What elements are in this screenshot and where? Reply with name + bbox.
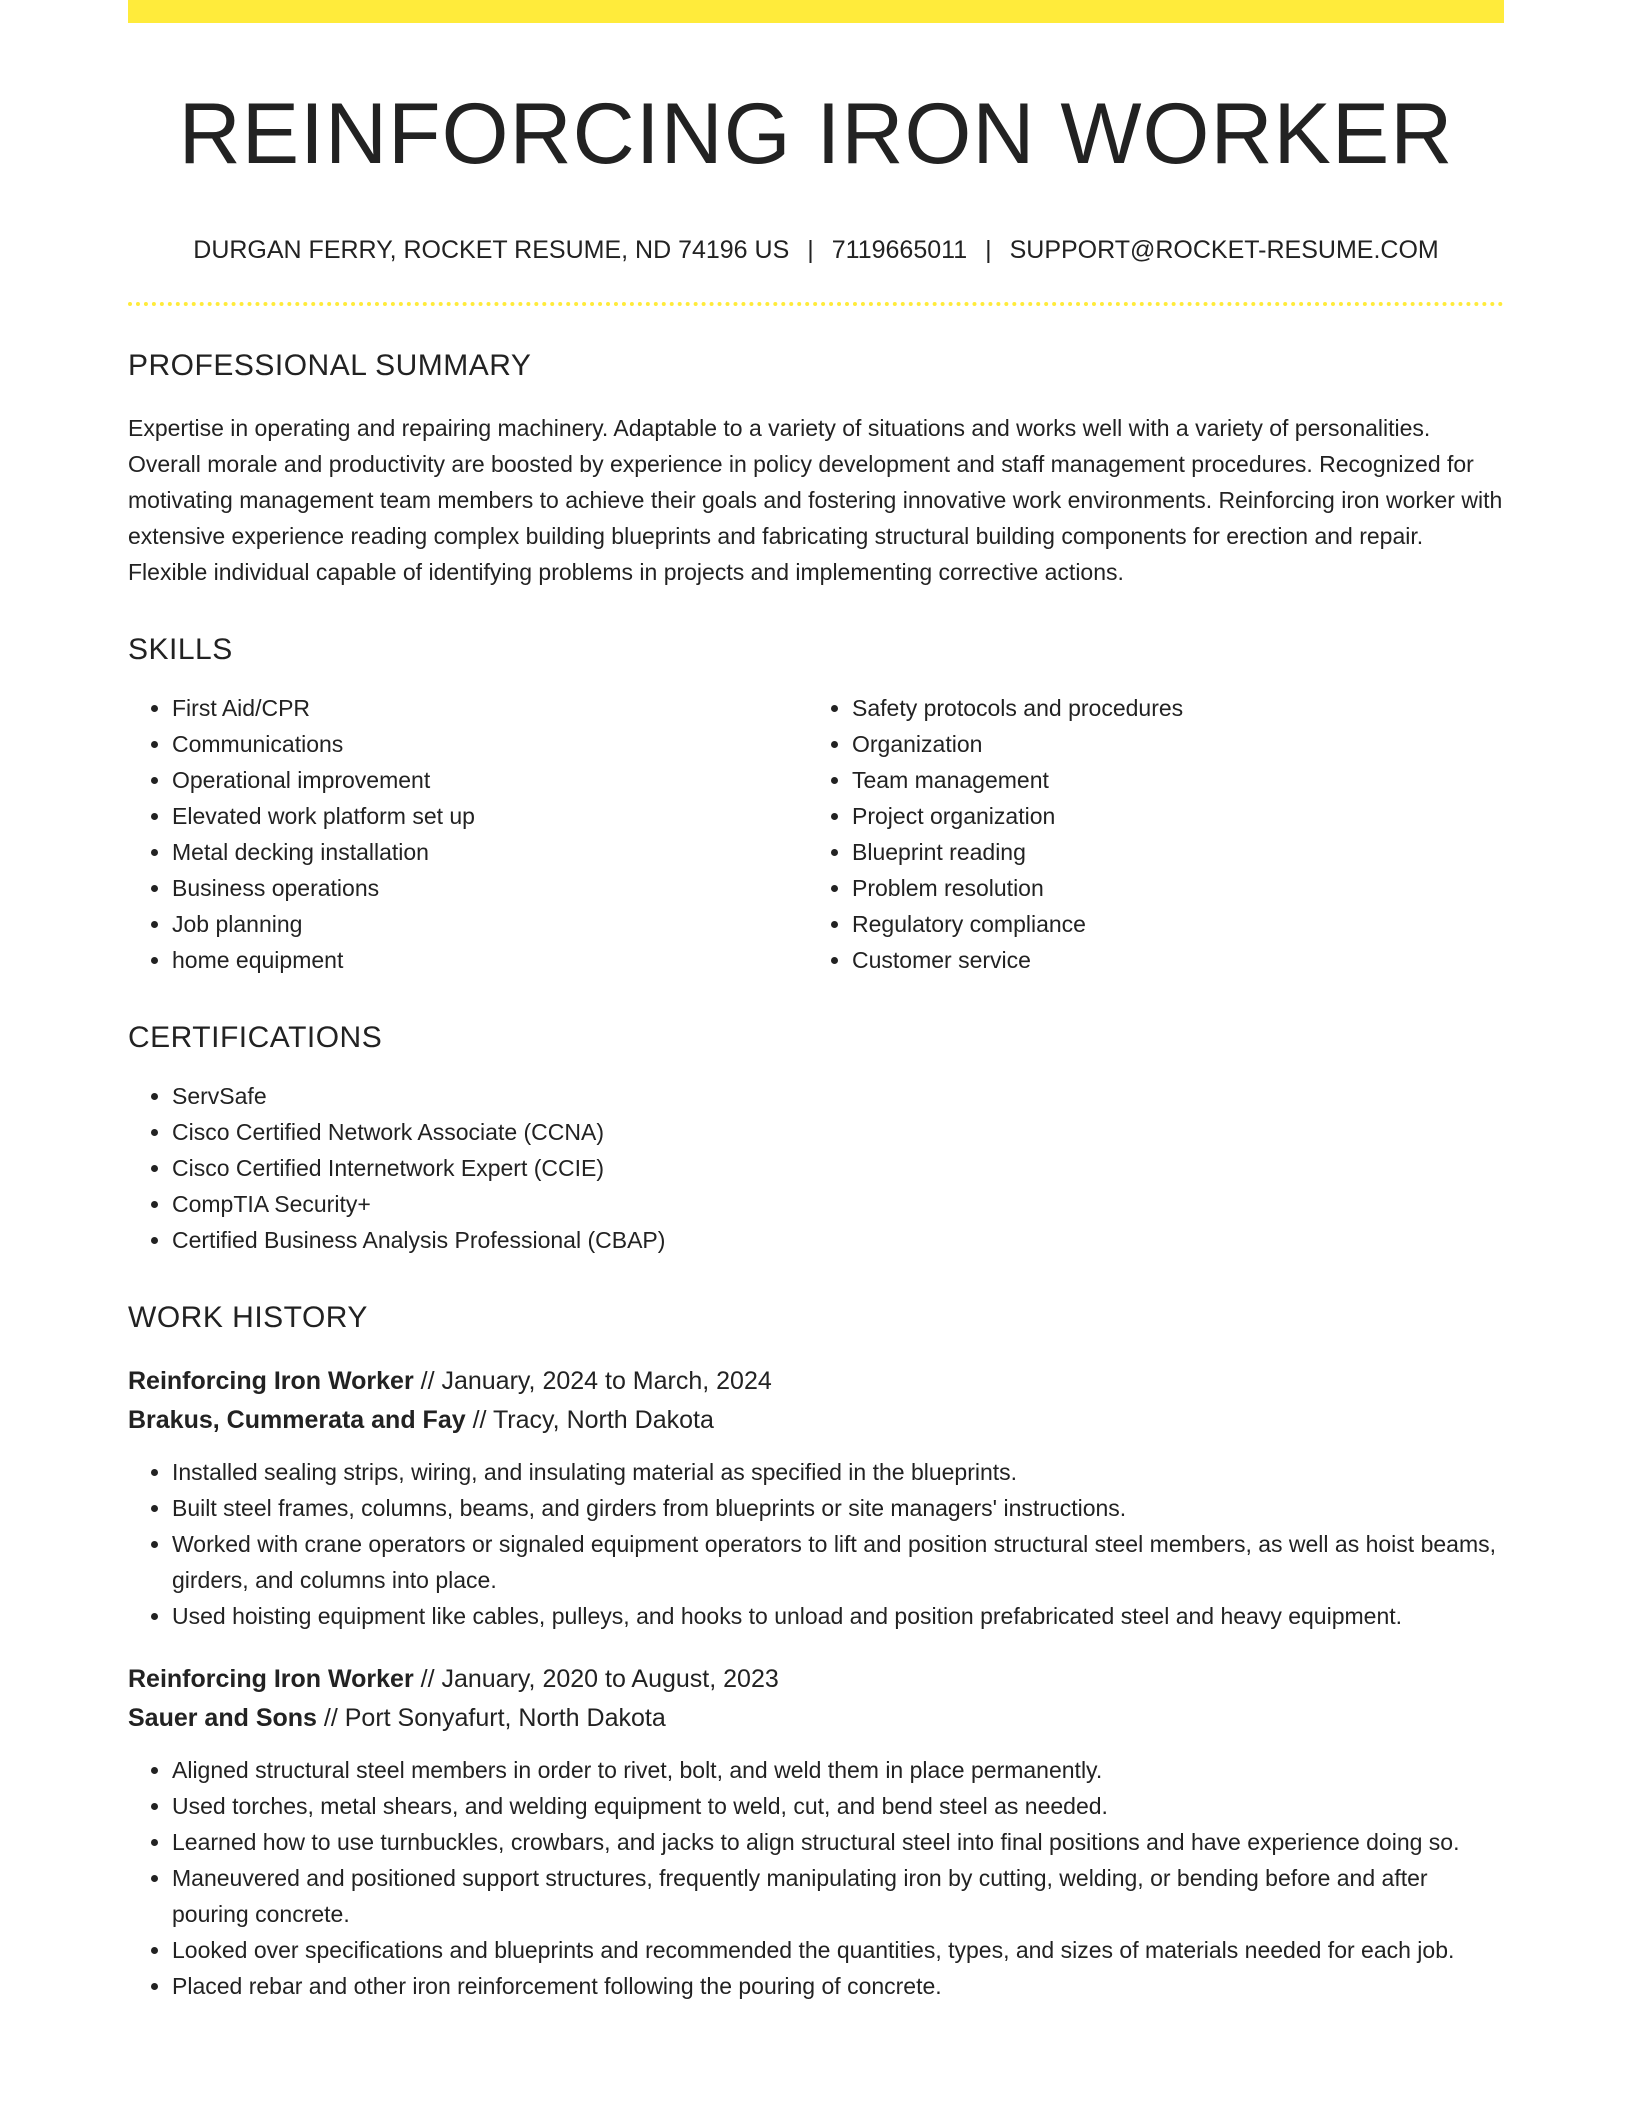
job-duty-item: • Placed rebar and other iron reinforcement following the pouring of concrete. — [172, 1968, 1504, 2004]
certifications-section — [128, 1020, 1504, 1258]
job-duty-item: • Used torches, metal shears, and welding equipment to weld, cut, and bend steel as needed. — [172, 1788, 1504, 1824]
skill-item: • Operational improvement — [172, 762, 816, 798]
section-title-work-history: WORK HISTORY — [128, 1301, 368, 1335]
job-duties-list — [128, 1752, 1504, 2004]
skill-item: • Problem resolution — [852, 870, 1504, 906]
certification-item: • Cisco Certified Network Associate (CCNA) — [172, 1114, 1504, 1150]
summary-text: Expertise in operating and repairing machinery. Adaptable to a variety of situations and works well with a variety of personalities. Overall morale and productivity are boosted by experience in policy development and staff management procedures. Recognized for motivating management team members to achieve their goals and fostering innovative work environments. Reinforcing iron worker with extensive experience reading complex building blueprints and fabricating structural building components for erection and repair. Flexible individual capable of identifying problems in projects and implementing corrective actions. — [128, 415, 1503, 586]
skill-item: • Metal decking installation — [172, 834, 816, 870]
header-divider — [128, 302, 1504, 306]
top-accent-bar — [128, 0, 1504, 23]
skill-item: • First Aid/CPR — [172, 690, 816, 726]
job-duty-item: • Aligned structural steel members in order to rivet, bolt, and weld them in place permanently. — [172, 1752, 1504, 1788]
job-duty-item: • Maneuvered and positioned support structures, frequently manipulating iron by cutting, welding, or bending before and after pouring concrete. — [172, 1860, 1504, 1932]
skill-item: • Business operations — [172, 870, 816, 906]
job-company: Sauer and Sons — [128, 1704, 317, 1733]
job-duty-item: • Installed sealing strips, wiring, and insulating material as specified in the blueprints. — [172, 1454, 1504, 1490]
skill-item: • home equipment — [172, 942, 816, 978]
job-title-line — [128, 1362, 1504, 1401]
certification-item: • CompTIA Security+ — [172, 1186, 1504, 1222]
job-header — [128, 1660, 1504, 1738]
contact-phone: 7119665011 — [831, 235, 968, 264]
contact-line — [128, 234, 1504, 267]
resume-page — [128, 0, 1504, 2004]
job-entry — [128, 1362, 1504, 1634]
job-duty-item: • Built steel frames, columns, beams, and girders from blueprints or site managers' instructions. — [172, 1490, 1504, 1526]
certification-item: • Certified Business Analysis Professional (CBAP) — [172, 1222, 1504, 1258]
jobs-container — [128, 1362, 1504, 2004]
skill-item: • Elevated work platform set up — [172, 798, 816, 834]
section-title-summary: PROFESSIONAL SUMMARY — [128, 349, 532, 383]
work-history-section — [128, 1300, 1504, 2004]
job-duty-item: • Worked with crane operators or signaled equipment operators to lift and position structural steel members, as well as hoist beams, girders, and columns into place. — [172, 1526, 1504, 1598]
skills-section — [128, 632, 1504, 978]
contact-separator: | — [985, 235, 992, 264]
section-title-certifications: CERTIFICATIONS — [128, 1021, 383, 1055]
job-duties-list — [128, 1454, 1504, 1634]
skills-columns — [128, 690, 1504, 978]
certifications-list — [128, 1078, 1504, 1258]
contact-separator: | — [807, 235, 814, 264]
skill-item: • Project organization — [852, 798, 1504, 834]
job-header — [128, 1362, 1504, 1440]
certification-item: • ServSafe — [172, 1078, 1504, 1114]
skill-item: • Customer service — [852, 942, 1504, 978]
job-location: // Tracy, North Dakota — [465, 1406, 714, 1435]
job-company-line — [128, 1699, 1504, 1738]
skill-item: • Communications — [172, 726, 816, 762]
job-dates: // January, 2024 to March, 2024 — [413, 1367, 772, 1396]
skill-item: • Team management — [852, 762, 1504, 798]
job-company: Brakus, Cummerata and Fay — [128, 1406, 466, 1435]
job-duty-item: • Looked over specifications and blueprints and recommended the quantities, types, and sizes of materials needed for each job. — [172, 1932, 1504, 1968]
summary-section — [128, 348, 1504, 590]
skills-list-left — [128, 690, 816, 978]
section-title-skills: SKILLS — [128, 633, 233, 667]
job-role: Reinforcing Iron Worker — [128, 1665, 414, 1694]
job-company-line — [128, 1401, 1504, 1440]
skill-item: • Safety protocols and procedures — [852, 690, 1504, 726]
skill-item: • Organization — [852, 726, 1504, 762]
job-duty-item: • Used hoisting equipment like cables, pulleys, and hooks to unload and position prefabricated steel and heavy equipment. — [172, 1598, 1504, 1634]
skills-list-right — [816, 690, 1504, 978]
job-entry — [128, 1660, 1504, 2004]
contact-email: SUPPORT@ROCKET-RESUME.COM — [1009, 235, 1439, 264]
job-dates: // January, 2020 to August, 2023 — [413, 1665, 779, 1694]
skill-item: • Job planning — [172, 906, 816, 942]
job-title-line — [128, 1660, 1504, 1699]
certification-item: • Cisco Certified Internetwork Expert (CCIE) — [172, 1150, 1504, 1186]
candidate-name: REINFORCING IRON WORKER — [178, 86, 1454, 182]
job-role: Reinforcing Iron Worker — [128, 1367, 414, 1396]
skill-item: • Blueprint reading — [852, 834, 1504, 870]
contact-address: DURGAN FERRY, ROCKET RESUME, ND 74196 US — [193, 235, 790, 264]
skill-item: • Regulatory compliance — [852, 906, 1504, 942]
job-duty-item: • Learned how to use turnbuckles, crowbars, and jacks to align structural steel into final positions and have experience doing so. — [172, 1824, 1504, 1860]
job-location: // Port Sonyafurt, North Dakota — [316, 1704, 666, 1733]
